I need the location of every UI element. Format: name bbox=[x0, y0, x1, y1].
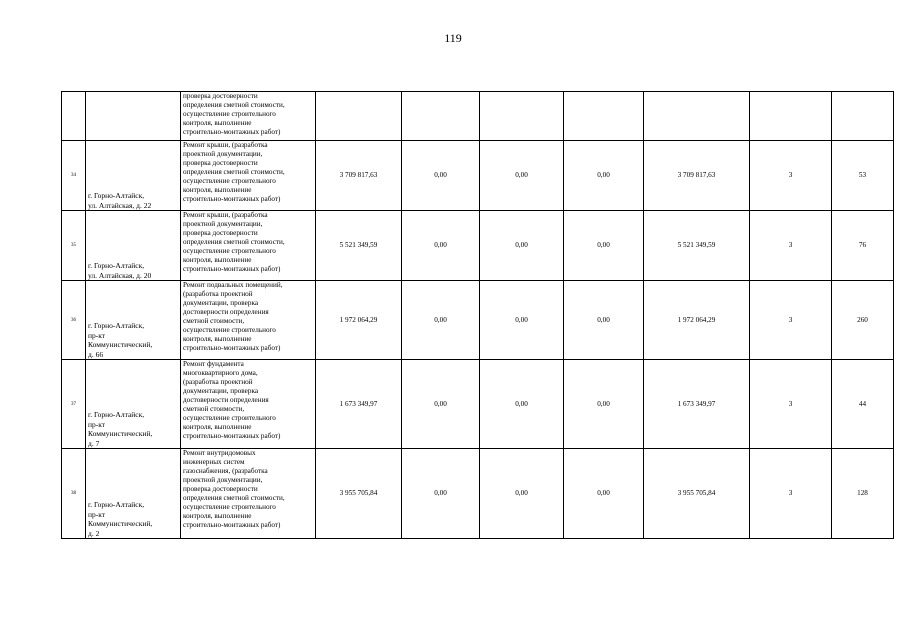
row-address: г. Горно-Алтайск, пр-кт Коммунистический, д. 2 bbox=[86, 449, 181, 539]
row-months: 3 bbox=[750, 449, 832, 539]
row-months bbox=[750, 92, 832, 141]
row-address bbox=[86, 92, 181, 141]
row-address: г. Горно-Алтайск, пр-кт Коммунистический, д. 7 bbox=[86, 360, 181, 449]
table-row bbox=[62, 449, 894, 539]
row-last: 128 bbox=[832, 449, 894, 539]
row-fund-b: 0,00 bbox=[480, 211, 564, 281]
row-fund-b: 0,00 bbox=[480, 360, 564, 449]
table-row bbox=[62, 281, 894, 360]
row-months: 3 bbox=[750, 360, 832, 449]
row-fund-c: 0,00 bbox=[564, 449, 644, 539]
row-index: 38 bbox=[62, 449, 86, 539]
row-fund-c: 0,00 bbox=[564, 360, 644, 449]
row-fund-d: 1 972 064,29 bbox=[644, 281, 750, 360]
row-fund-c bbox=[564, 92, 644, 141]
row-cost-total: 1 673 349,97 bbox=[316, 360, 402, 449]
row-months: 3 bbox=[750, 141, 832, 211]
capital-repair-table bbox=[61, 91, 894, 539]
row-fund-a: 0,00 bbox=[402, 211, 480, 281]
row-work-description: Ремонт фундамента многоквартирного дома, (разработка проектной документации, проверка достоверности определения сметной стоимости, осуществление строительного контроля, выполнение строительно-монтажных работ) bbox=[181, 360, 316, 449]
row-fund-c: 0,00 bbox=[564, 211, 644, 281]
row-address: г. Горно-Алтайск, ул. Алтайская, д. 20 bbox=[86, 211, 181, 281]
row-work-description: Ремонт крыши, (разработка проектной документации, проверка достоверности определения сметной стоимости, осуществление строительного контроля, выполнение строительно-монтажных работ) bbox=[181, 211, 316, 281]
row-address: г. Горно-Алтайск, пр-кт Коммунистический, д. 66 bbox=[86, 281, 181, 360]
row-months: 3 bbox=[750, 211, 832, 281]
row-fund-a bbox=[402, 92, 480, 141]
row-cost-total: 5 521 349,59 bbox=[316, 211, 402, 281]
row-index bbox=[62, 92, 86, 141]
row-last: 53 bbox=[832, 141, 894, 211]
table-row bbox=[62, 141, 894, 211]
row-work-description: Ремонт внутридомовых инженерных систем газоснабжения, (разработка проектной документации, проверка достоверности определения сметной стоимости, осуществление строительного контроля, выполнение строительно-монтажных работ) bbox=[181, 449, 316, 539]
row-fund-b: 0,00 bbox=[480, 449, 564, 539]
row-fund-c: 0,00 bbox=[564, 281, 644, 360]
row-fund-a: 0,00 bbox=[402, 449, 480, 539]
row-cost-total: 3 709 817,63 bbox=[316, 141, 402, 211]
row-last: 76 bbox=[832, 211, 894, 281]
row-index: 37 bbox=[62, 360, 86, 449]
row-cost-total: 3 955 705,84 bbox=[316, 449, 402, 539]
row-work-description: проверка достоверности определения сметной стоимости, осуществление строительного контроля, выполнение строительно-монтажных работ) bbox=[181, 92, 316, 141]
row-last: 260 bbox=[832, 281, 894, 360]
row-fund-b: 0,00 bbox=[480, 281, 564, 360]
row-address: г. Горно-Алтайск, ул. Алтайская, д. 22 bbox=[86, 141, 181, 211]
row-last bbox=[832, 92, 894, 141]
row-work-description: Ремонт крыши, (разработка проектной документации, проверка достоверности определения сметной стоимости, осуществление строительного контроля, выполнение строительно-монтажных работ) bbox=[181, 141, 316, 211]
row-fund-b bbox=[480, 92, 564, 141]
row-fund-d: 1 673 349,97 bbox=[644, 360, 750, 449]
row-cost-total bbox=[316, 92, 402, 141]
page-number: 119 bbox=[444, 31, 462, 45]
row-fund-b: 0,00 bbox=[480, 141, 564, 211]
row-index: 35 bbox=[62, 211, 86, 281]
row-fund-a: 0,00 bbox=[402, 281, 480, 360]
row-fund-d bbox=[644, 92, 750, 141]
row-fund-d: 3 709 817,63 bbox=[644, 141, 750, 211]
row-index: 36 bbox=[62, 281, 86, 360]
row-fund-a: 0,00 bbox=[402, 141, 480, 211]
row-cost-total: 1 972 064,29 bbox=[316, 281, 402, 360]
row-fund-d: 5 521 349,59 bbox=[644, 211, 750, 281]
row-fund-d: 3 955 705,84 bbox=[644, 449, 750, 539]
table-row-continuation bbox=[62, 92, 894, 141]
row-index: 34 bbox=[62, 141, 86, 211]
table-row bbox=[62, 211, 894, 281]
row-months: 3 bbox=[750, 281, 832, 360]
table-row bbox=[62, 360, 894, 449]
row-fund-a: 0,00 bbox=[402, 360, 480, 449]
row-work-description: Ремонт подвальных помещений, (разработка проектной документации, проверка достоверности определения сметной стоимости, осуществление строительного контроля, выполнение строительно-монтажных работ) bbox=[181, 281, 316, 360]
row-fund-c: 0,00 bbox=[564, 141, 644, 211]
row-last: 44 bbox=[832, 360, 894, 449]
